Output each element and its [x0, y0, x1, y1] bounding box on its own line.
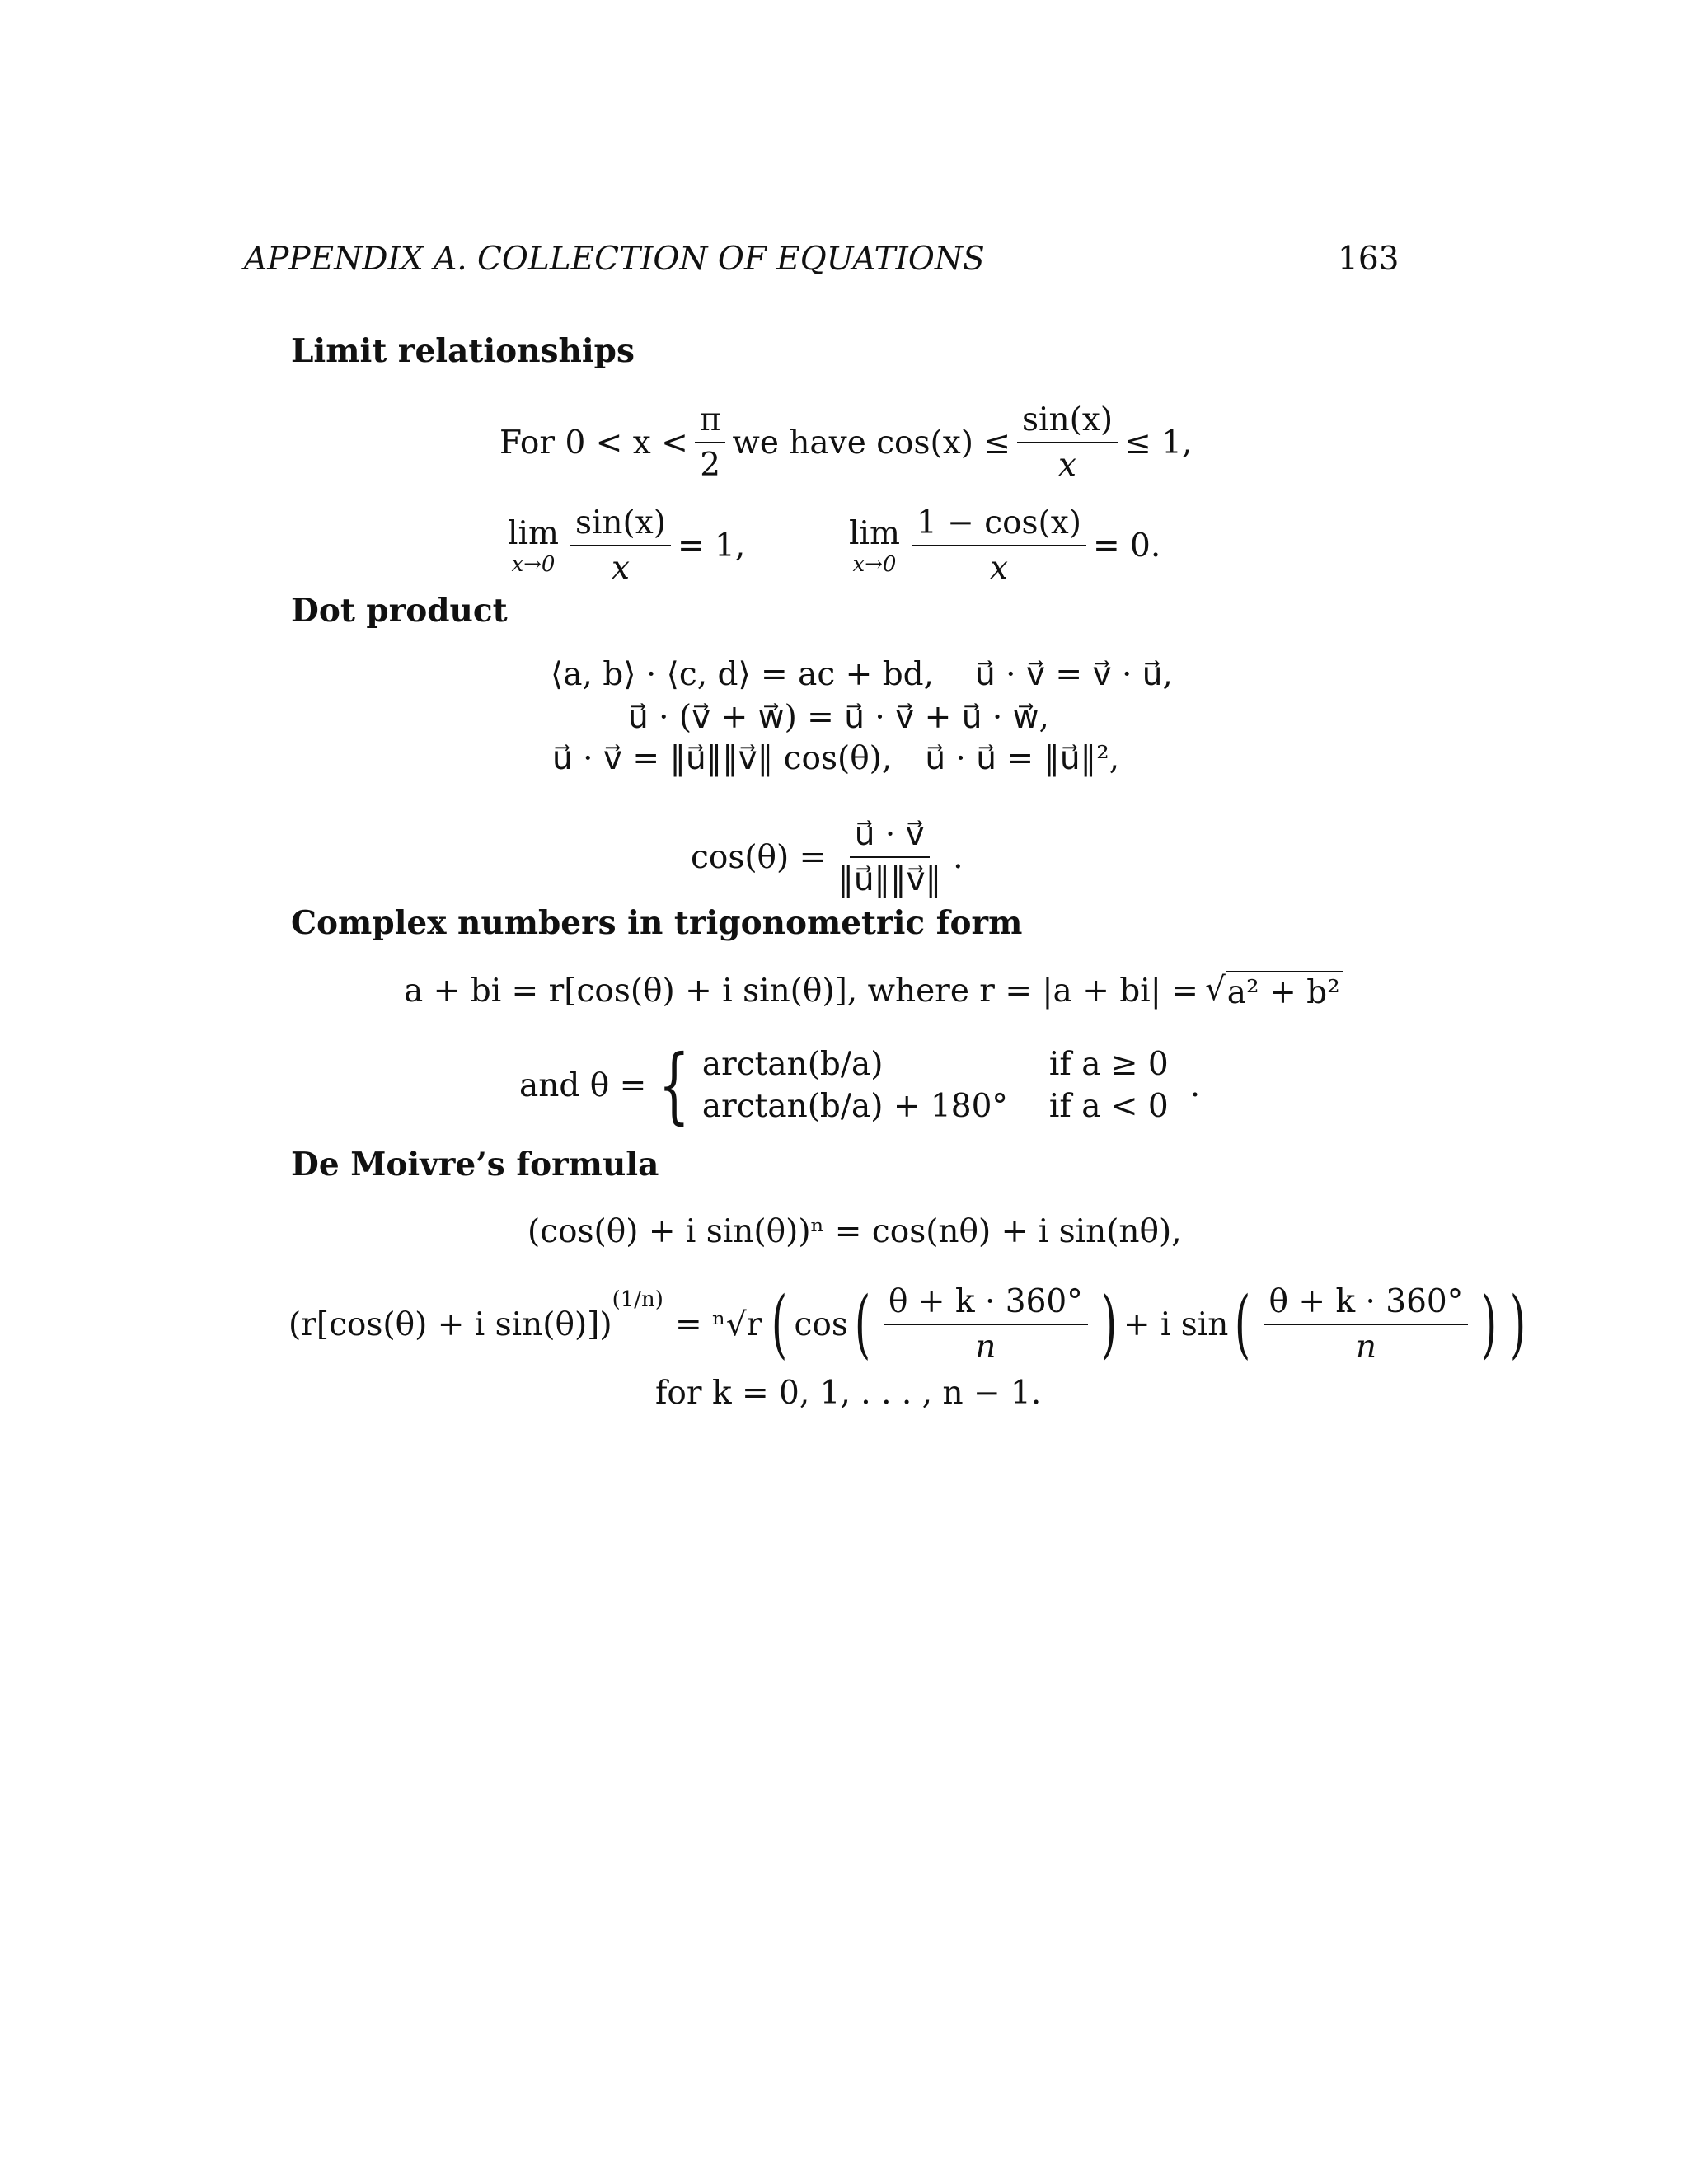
lim-operator	[849, 515, 900, 577]
dot-eq-3b: u⃗ · u⃗ = ‖u⃗‖²,	[925, 740, 1120, 777]
lim-text: lim	[508, 514, 559, 552]
moivre-lhs: (r[cos(θ) + i sin(θ)])	[288, 1305, 612, 1343]
limit-for-text: For 0 < x <	[499, 424, 688, 462]
and-theta-text: and θ =	[519, 1066, 647, 1104]
lim-operator	[508, 515, 559, 577]
dot-over-norms	[832, 816, 946, 898]
section-title-complex: Complex numbers in trigonometric form	[291, 904, 1023, 942]
frac-den: x	[611, 550, 630, 587]
big-right-paren: )	[1510, 1281, 1526, 1367]
moivre-eq-root: = ⁿ√r	[674, 1305, 762, 1343]
period: .	[953, 838, 964, 876]
cos-text: cos	[794, 1305, 848, 1343]
theta-cases	[519, 1037, 1201, 1133]
frac-num: sin(x)	[570, 504, 671, 546]
section-title-dot-product: Dot product	[291, 592, 508, 630]
frac-num: 1 − cos(x)	[912, 504, 1086, 546]
moivre-line-1	[528, 1213, 1182, 1250]
frac-num: θ + k · 360°	[1264, 1283, 1469, 1325]
dot-eq-1b: u⃗ · v⃗ = v⃗ · u⃗,	[975, 656, 1173, 693]
moivre-eq-1: (cos(θ) + i sin(θ))ⁿ = cos(nθ) + i sin(nθ),	[528, 1213, 1182, 1250]
left-brace: {	[659, 1037, 691, 1133]
frac-den: n	[1355, 1329, 1376, 1366]
section-title-de-moivre: De Moivre’s formula	[291, 1146, 659, 1183]
we-have-text: we have cos(x) ≤	[732, 424, 1011, 462]
cos-theta-formula	[691, 812, 964, 902]
dot-line-2	[628, 699, 1049, 736]
eq-zero-text: = 0.	[1092, 527, 1161, 565]
frac-den: x	[989, 550, 1008, 587]
complex-eq-1: a + bi = r[cos(θ) + i sin(θ)], where r = |a + bi| =	[404, 972, 1198, 1010]
frac-num: θ + k · 360°	[884, 1283, 1088, 1325]
le-one-text: ≤ 1,	[1124, 424, 1193, 462]
right-paren: )	[1481, 1281, 1498, 1367]
lim-sub: x→0	[852, 551, 897, 577]
sqrt-sign: √	[1204, 971, 1226, 1008]
lim-sub: x→0	[511, 551, 556, 577]
moivre-roots	[288, 1279, 1533, 1370]
cos-theta-text: cos(θ) =	[691, 838, 827, 876]
limit-cosx	[849, 504, 1160, 587]
frac-num: u⃗ · v⃗	[850, 816, 930, 858]
moivre-line-3	[655, 1375, 1041, 1412]
case-1-expr: arctan(b/a)	[701, 1046, 884, 1083]
big-left-paren: (	[771, 1281, 788, 1367]
limit-sinx	[508, 504, 745, 587]
limit-inequality	[499, 401, 1192, 484]
dot-eq-3a: u⃗ · v⃗ = ‖u⃗‖‖v⃗‖ cos(θ),	[552, 740, 893, 777]
eq-one-text: = 1,	[677, 527, 746, 565]
section-title-limits: Limit relationships	[291, 332, 635, 370]
sqrt-expression	[1205, 971, 1343, 1011]
pi-over-two	[695, 401, 726, 484]
frac-num: π	[695, 401, 726, 443]
moivre-lhs-exponent: (1/n)	[612, 1287, 663, 1312]
angle-fraction-1	[884, 1283, 1088, 1366]
page-number: 163	[1338, 241, 1400, 278]
frac-den: 2	[700, 447, 721, 484]
frac-den: ‖u⃗‖‖v⃗‖	[837, 861, 942, 898]
dot-eq-2: u⃗ · (v⃗ + w⃗) = u⃗ · v⃗ + u⃗ · w⃗,	[628, 699, 1049, 736]
case-1-cond: if a ≥ 0	[1048, 1046, 1169, 1083]
frac-den: n	[975, 1329, 996, 1366]
angle-fraction-2	[1264, 1283, 1469, 1366]
plus-isin-text: + i sin	[1123, 1305, 1229, 1343]
dot-line-1	[551, 656, 1173, 693]
frac-den: x	[1058, 447, 1077, 484]
period: .	[1189, 1066, 1201, 1104]
dot-line-3	[552, 740, 1119, 777]
case-2-expr: arctan(b/a) + 180°	[701, 1088, 1008, 1125]
radicand: a² + b²	[1226, 971, 1343, 1011]
sinx-over-x-2	[570, 504, 671, 587]
dot-eq-1a: ⟨a, b⟩ · ⟨c, d⟩ = ac + bd,	[551, 656, 935, 693]
frac-num: sin(x)	[1017, 401, 1118, 443]
cases-grid	[702, 1046, 1169, 1125]
case-2-cond: if a < 0	[1048, 1088, 1169, 1125]
running-header: APPENDIX A. COLLECTION OF EQUATIONS	[244, 241, 985, 278]
one-minus-cos-over-x	[912, 504, 1086, 587]
moivre-k-range: for k = 0, 1, . . . , n − 1.	[655, 1375, 1042, 1412]
right-paren: )	[1100, 1281, 1117, 1367]
complex-line-1	[404, 971, 1343, 1011]
sinx-over-x	[1017, 401, 1118, 484]
lim-text: lim	[849, 514, 900, 552]
left-paren: (	[854, 1281, 871, 1367]
left-paren: (	[1235, 1281, 1251, 1367]
